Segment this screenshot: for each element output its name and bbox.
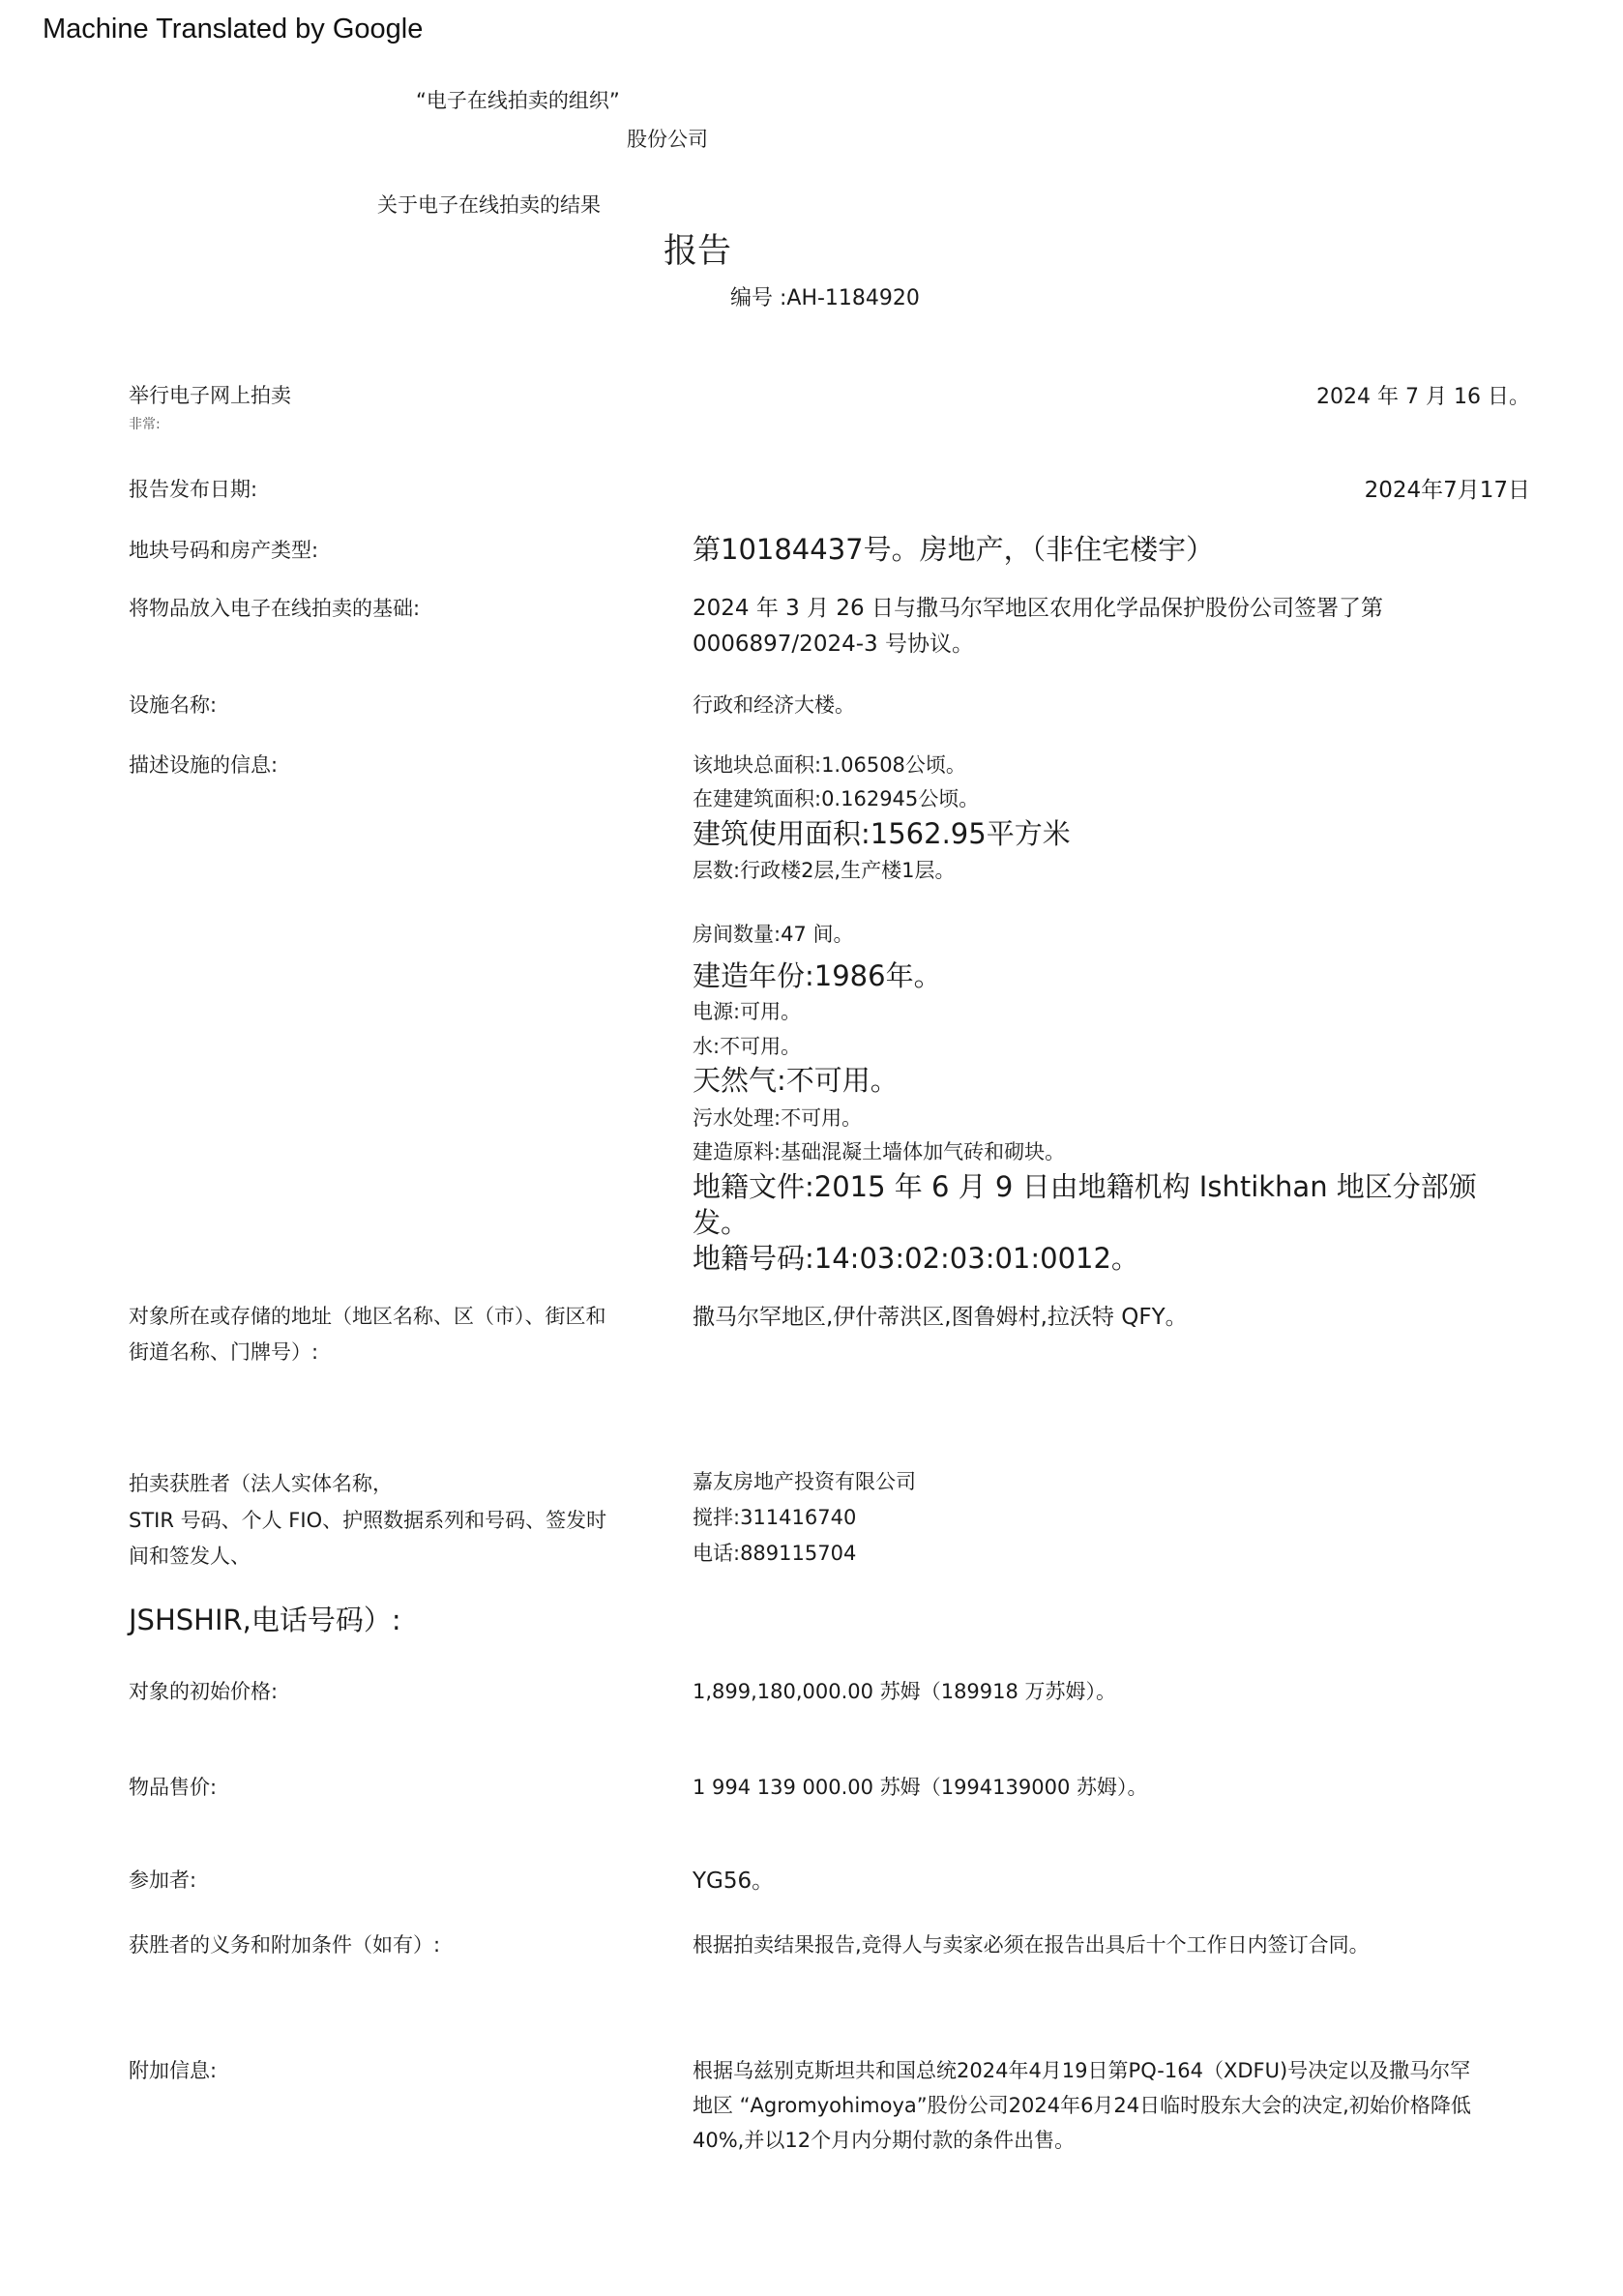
start-price-value: 1,899,180,000.00 苏姆（189918 万苏姆）。: [693, 1680, 1117, 1703]
lot-value: 第10184437号。房地产，（非住宅楼宇）: [693, 533, 1215, 566]
info-line-usable-area: 建筑使用面积:1562.95平方米: [693, 817, 1071, 850]
lot-label: 地块号码和房产类型:: [129, 539, 319, 562]
info-line-rooms: 房间数量:47 间。: [693, 923, 854, 946]
basis-line-1: 2024 年 3 月 26 日与撒马尔罕地区农用化学品保护股份公司签署了第: [693, 596, 1383, 621]
winner-label-2: STIR 号码、个人 FIO、护照数据系列和号码、签发时: [129, 1509, 607, 1532]
info-line-year: 建造年份:1986年。: [693, 959, 942, 992]
extra-info-line-2: 地区 “Agromyohimoya”股份公司2024年6月24日临时股东大会的决定,初始价格降低: [693, 2094, 1471, 2117]
info-line-materials: 建造原料:基础混凝土墙体加气砖和砌块。: [693, 1140, 1066, 1163]
info-line-cadastre-doc-cont: 发。: [693, 1206, 750, 1239]
sale-price-label: 物品售价:: [129, 1776, 218, 1799]
address-label-1: 对象所在或存储的地址（地区名称、区（市）、街区和: [129, 1305, 606, 1328]
info-line-gas: 天然气:不可用。: [693, 1064, 899, 1097]
report-title: 报告: [664, 232, 732, 271]
info-line-cadastre-doc: 地籍文件:2015 年 6 月 9 日由地籍机构 Ishtikhan 地区分部颁: [693, 1170, 1477, 1203]
basis-line-2: 0006897/2024-3 号协议。: [693, 632, 974, 657]
extra-info-line-3: 40%,并以12个月内分期付款的条件出售。: [693, 2129, 1076, 2152]
sale-price-value: 1 994 139 000.00 苏姆（1994139000 苏姆）。: [693, 1776, 1148, 1799]
winner-label-4: JSHSHIR,电话号码）:: [129, 1604, 401, 1636]
basis-label: 将物品放入电子在线拍卖的基础:: [129, 597, 421, 620]
winner-phone: 电话:889115704: [693, 1542, 857, 1565]
info-line-area: 该地块总面积:1.06508公顷。: [693, 753, 966, 777]
report-date-label: 报告发布日期:: [129, 478, 258, 501]
participants-label: 参加者:: [129, 1869, 197, 1892]
report-date: 2024年7月17日: [1364, 478, 1530, 503]
info-label: 描述设施的信息:: [129, 753, 279, 777]
facility-label: 设施名称:: [129, 693, 218, 717]
machine-translation-banner: Machine Translated by Google: [43, 14, 424, 44]
obligations-label: 获胜者的义务和附加条件（如有）:: [129, 1933, 441, 1957]
info-line-floors: 层数:行政楼2层,生产楼1层。: [693, 859, 956, 882]
held-date: 2024 年 7 月 16 日。: [1316, 385, 1530, 409]
held-label: 举行电子网上拍卖: [129, 384, 291, 407]
org-line: “电子在线拍卖的组织”: [416, 89, 620, 112]
address-label-2: 街道名称、门牌号）:: [129, 1340, 319, 1364]
winner-label-1: 拍卖获胜者（法人实体名称，: [129, 1472, 393, 1495]
obligations-value: 根据拍卖结果报告,竞得人与卖家必须在报告出具后十个工作日内签订合同。: [693, 1933, 1370, 1957]
winner-stir: 搅拌:311416740: [693, 1506, 857, 1529]
info-line-sewage: 污水处理:不可用。: [693, 1106, 863, 1130]
info-line-built-area: 在建建筑面积:0.162945公顷。: [693, 787, 980, 810]
held-sublabel: 非常:: [129, 417, 161, 432]
winner-label-3: 间和签发人、: [129, 1545, 251, 1568]
address-value: 撒马尔罕地区,伊什蒂洪区,图鲁姆村,拉沃特 QFY。: [693, 1305, 1188, 1330]
facility-value: 行政和经济大楼。: [693, 693, 855, 717]
info-line-power: 电源:可用。: [693, 1000, 802, 1023]
company-line: 股份公司: [627, 128, 708, 151]
winner-name: 嘉友房地产投资有限公司: [693, 1470, 916, 1493]
about-line: 关于电子在线拍卖的结果: [377, 193, 601, 217]
info-line-water: 水:不可用。: [693, 1035, 802, 1058]
info-line-cadastre-number: 地籍号码:14:03:02:03:01:0012。: [693, 1242, 1139, 1275]
start-price-label: 对象的初始价格:: [129, 1680, 279, 1703]
participants-value: YG56。: [693, 1869, 775, 1894]
extra-info-label: 附加信息:: [129, 2059, 218, 2082]
report-number: 编号 :AH-1184920: [730, 286, 920, 310]
extra-info-line-1: 根据乌兹别克斯坦共和国总统2024年4月19日第PQ-164（XDFU)号决定以及撒马尔罕: [693, 2059, 1471, 2082]
